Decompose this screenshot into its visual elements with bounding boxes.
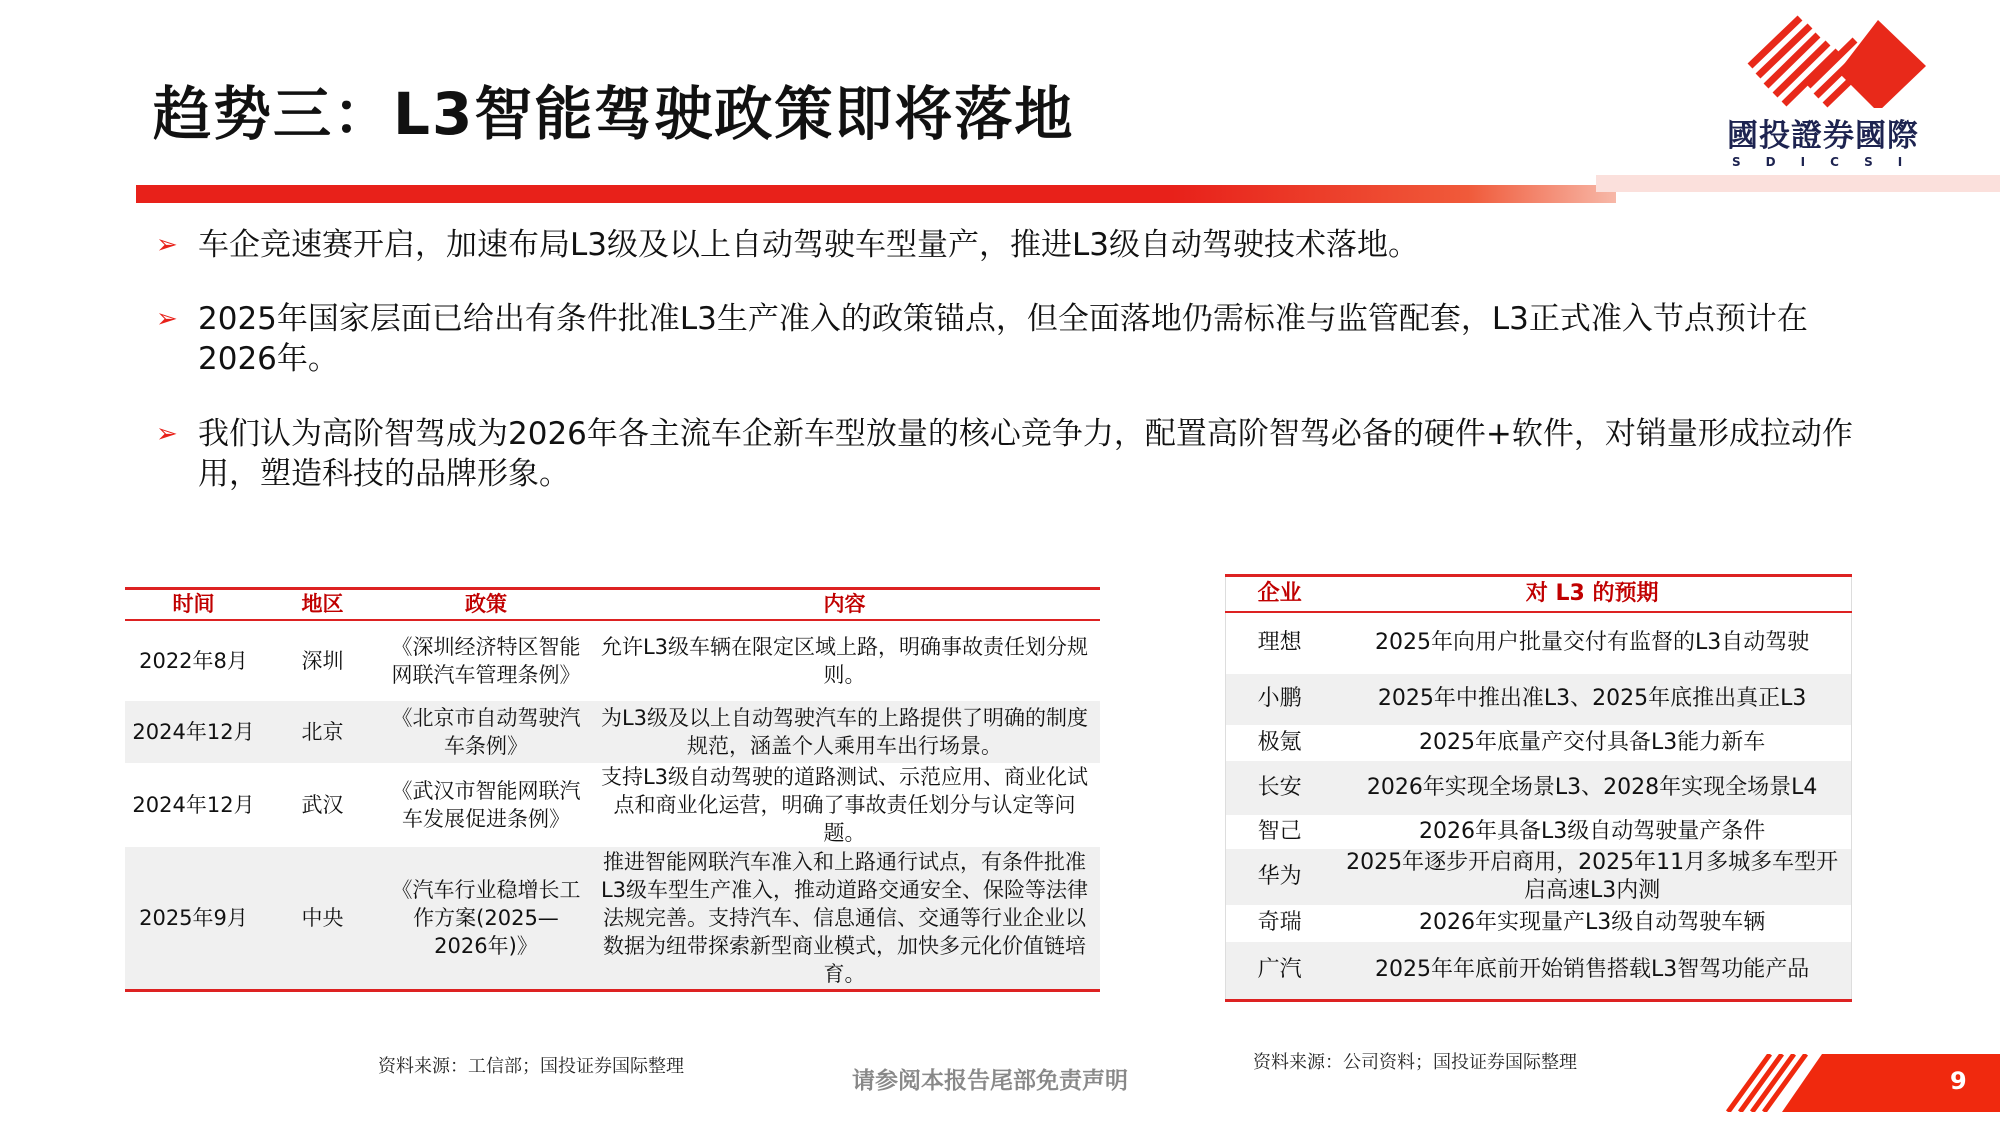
col-header: 内容 [589,589,1100,620]
cell-content: 为L3级及以上自动驾驶汽车的上路提供了明确的制度规范，涵盖个人乘用车出行场景。 [589,701,1100,763]
cell-policy: 《武汉市智能网联汽车发展促进条例》 [391,778,581,831]
col-header: 政策 [383,589,589,620]
table-row [125,701,1100,763]
table-header-row [125,589,1100,620]
cell-company: 华为 [1226,849,1334,905]
cell-region: 深圳 [301,648,344,673]
logo-divider [1596,175,2000,192]
cell-expectation: 2026年具备L3级自动驾驶量产条件 [1419,818,1766,844]
title-divider [136,185,1616,203]
table-row [1226,761,1852,815]
table-row [1226,815,1852,849]
cell-company: 极氪 [1257,729,1302,755]
arrow-icon: ➢ [156,419,178,449]
cell-company: 智己 [1257,818,1302,844]
policy-table [125,587,1100,992]
cell-content: 支持L3级自动驾驶的道路测试、示范应用、商业化试点和商业化运营，明确了事故责任划分与认定等问题。 [600,764,1089,845]
cell-company: 长安 [1226,761,1334,815]
cell-policy: 《深圳经济特区智能网联汽车管理条例》 [391,634,581,687]
cell-date: 2024年12月 [132,792,255,817]
cell-region: 武汉 [301,792,344,817]
table-row [1226,905,1852,942]
cell-expectation: 2025年逐步开启商用，2025年11月多城多车型开启高速L3内测 [1333,849,1851,905]
bullet-1: ➢ 车企竞速赛开启，加速布局L3级及以上自动驾驶车型量产，推进L3级自动驾驶技术落地。 [156,227,1419,263]
cell-region: 北京 [262,701,383,763]
table-row [125,763,1100,847]
cell-content: 允许L3级车辆在限定区域上路，明确事故责任划分规则。 [600,634,1089,687]
table-row [1226,674,1852,725]
col-header: 企业 [1226,576,1334,612]
cell-date: 2025年9月 [125,847,262,991]
company-table-source: 资料来源：公司资料；国投证券国际整理 [1253,1052,1577,1073]
logo-text: 國投證券國際 [1727,118,1919,154]
col-header: 时间 [125,589,262,620]
cell-policy: 《北京市自动驾驶汽车条例》 [383,701,589,763]
cell-date: 2022年8月 [139,648,248,673]
cell-company: 广汽 [1226,942,1334,1001]
cell-expectation: 2025年年底前开始销售搭载L3智驾功能产品 [1333,942,1851,1001]
policy-table-source: 资料来源：工信部；国投证券国际整理 [378,1056,684,1077]
arrow-icon: ➢ [156,304,178,334]
cell-date: 2024年12月 [125,701,262,763]
page-title: 趋势三：L3智能驾驶政策即将落地 [153,80,1075,148]
table-row [1226,725,1852,761]
disclaimer-text: 请参阅本报告尾部免责声明 [852,1068,1128,1094]
cell-region: 中央 [262,847,383,991]
cell-expectation: 2026年实现量产L3级自动驾驶车辆 [1419,910,1766,935]
bullet-3: ➢ 我们认为高阶智驾成为2026年各主流车企新车型放量的核心竞争力，配置高阶智驾必备的硬件+软件，对销量形成拉动作用，塑造科技的品牌形象。 [156,416,1853,492]
cell-company: 小鹏 [1226,674,1334,725]
table-row [1226,849,1852,905]
cell-expectation: 2025年向用户批量交付有监督的L3自动驾驶 [1375,630,1810,655]
table-row [1226,942,1852,1001]
col-header: 对 L3 的预期 [1333,576,1851,612]
cell-company: 理想 [1257,630,1302,655]
cell-content: 推进智能网联汽车准入和上路通行试点，有条件批准L3级车型生产准入，推动道路交通安全、保险等法律法规完善。支持汽车、信息通信、交通等行业企业以数据为纽带探索新型商业模式，加快多元化价值链培育。 [589,847,1100,991]
company-table [1225,574,1852,1002]
table-row [125,620,1100,701]
cell-policy: 《汽车行业稳增长工作方案(2025—2026年)》 [383,847,589,991]
bullet-2: ➢ 2025年国家层面已给出有条件批准L3生产准入的政策锚点，但全面落地仍需标准与监管配套，L3正式准入节点预计在2026年。 [156,301,1808,377]
page-number: 9 [1950,1067,1967,1095]
arrow-icon: ➢ [156,230,178,260]
table-header-row [1226,576,1852,612]
cell-expectation: 2026年实现全场景L3、2028年实现全场景L4 [1333,761,1851,815]
table-row [1226,612,1852,674]
cell-company: 奇瑞 [1257,910,1302,935]
cell-expectation: 2025年底量产交付具备L3能力新车 [1419,729,1766,755]
sdicsi-logo-icon [1730,8,1940,108]
table-row [125,847,1100,991]
logo-subtext: SDICSI [1732,155,1928,169]
col-header: 地区 [262,589,383,620]
cell-expectation: 2025年中推出准L3、2025年底推出真正L3 [1333,674,1851,725]
